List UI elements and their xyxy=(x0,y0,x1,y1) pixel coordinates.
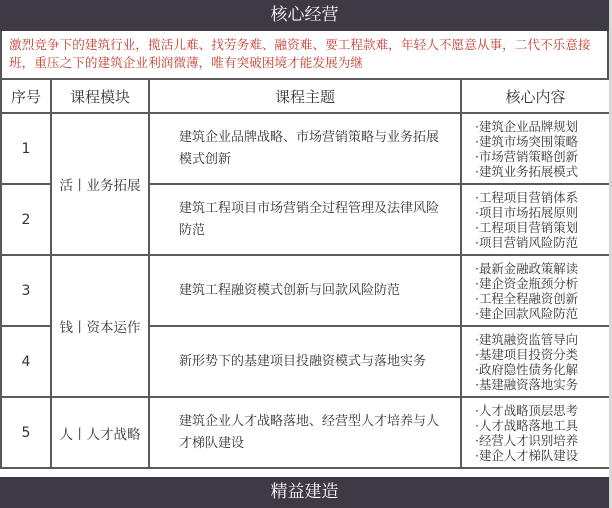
row-number: 2 xyxy=(1,184,51,255)
core-content-cell xyxy=(461,184,610,255)
core-item: ·建筑融资监管导向 xyxy=(475,331,579,347)
topic-cell: 建筑企业品牌战略、市场营销策略与业务拓展模式创新 xyxy=(149,113,461,184)
core-item: ·经营人才识别培养 xyxy=(475,432,579,448)
core-content-cell xyxy=(461,326,610,397)
topic-cell: 建筑工程项目市场营销全过程管理及法律风险防范 xyxy=(149,184,461,255)
col-header-topic: 课程主题 xyxy=(149,79,461,113)
core-item: ·工程项目营销策划 xyxy=(475,219,579,235)
core-content-cell xyxy=(461,255,610,326)
section-title-bar: 核心经营 xyxy=(0,0,609,31)
topic-cell: 建筑企业人才战略落地、经营型人才培养与人才梯队建设 xyxy=(149,397,461,468)
core-content-cell xyxy=(461,397,610,468)
core-item: ·建筑业务拓展模式 xyxy=(475,163,579,179)
row-number: 4 xyxy=(1,326,51,397)
module-cell: 钱丨资本运作 xyxy=(51,255,149,397)
footer-title-bar: 精益建造 xyxy=(0,477,609,508)
module-cell: 活丨业务拓展 xyxy=(51,113,149,255)
module-cell: 人丨人才战略 xyxy=(51,397,149,468)
col-header-module: 课程模块 xyxy=(51,79,149,113)
course-table xyxy=(0,78,611,469)
core-item: ·项目市场拓展原则 xyxy=(475,204,579,220)
core-item: ·建企资金瓶颈分析 xyxy=(475,275,579,291)
intro-text: 激烈竞争下的建筑行业，揽活儿难、找劳务难、融资难、要工程款难，年轻人不愿意从事，二代不乐意接班，重压之下的建筑企业利润微薄，唯有突破困境才能发展为继 xyxy=(0,31,607,78)
row-number: 3 xyxy=(1,255,51,326)
core-item: ·工程全程融资创新 xyxy=(475,290,579,306)
table-header-row xyxy=(1,79,610,113)
core-item: ·建筑企业品牌规划 xyxy=(475,118,579,134)
table-row xyxy=(1,397,610,468)
core-item: ·基建项目投资分类 xyxy=(475,346,579,362)
core-item: ·建企回款风险防范 xyxy=(475,305,579,321)
table-row xyxy=(1,255,610,326)
table-row xyxy=(1,113,610,184)
core-item: ·建筑市场突围策略 xyxy=(475,133,579,149)
core-item: ·工程项目营销体系 xyxy=(475,189,579,205)
topic-cell: 新形势下的基建项目投融资模式与落地实务 xyxy=(149,326,461,397)
row-number: 5 xyxy=(1,397,51,468)
row-number: 1 xyxy=(1,113,51,184)
core-item: ·人才战略落地工具 xyxy=(475,417,579,433)
core-item: ·基建融资落地实务 xyxy=(475,376,579,392)
core-item: ·人才战略顶层思考 xyxy=(475,402,579,418)
topic-cell: 建筑工程融资模式创新与回款风险防范 xyxy=(149,255,461,326)
core-content-cell xyxy=(461,113,610,184)
core-item: ·市场营销策略创新 xyxy=(475,148,579,164)
core-item: ·政府隐性债务化解 xyxy=(475,361,579,377)
core-item: ·建企人才梯队建设 xyxy=(475,447,579,463)
col-header-num: 序号 xyxy=(1,79,51,113)
core-item: ·项目营销风险防范 xyxy=(475,234,579,250)
core-item: ·最新金融政策解读 xyxy=(475,260,579,276)
col-header-core: 核心内容 xyxy=(461,79,610,113)
